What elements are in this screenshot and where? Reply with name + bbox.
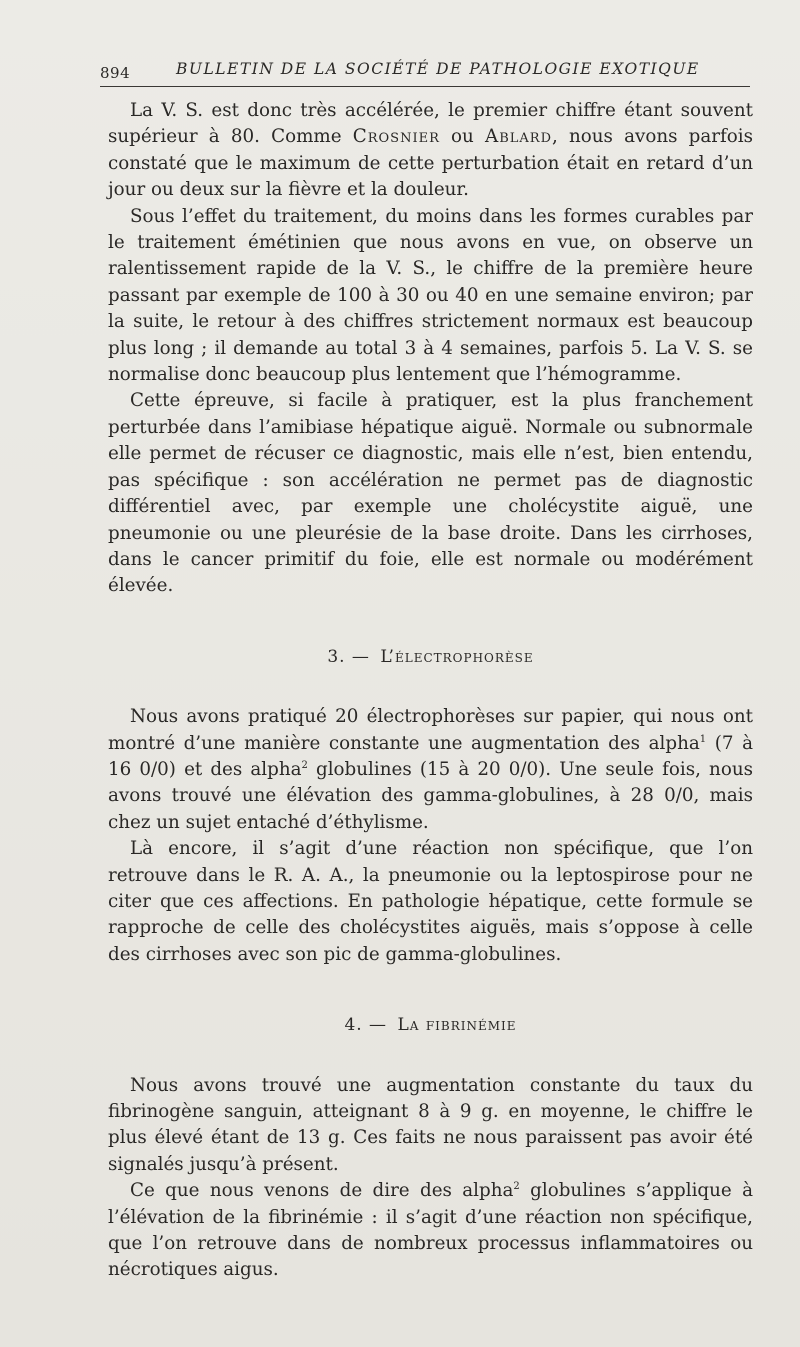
section-title: La fibrinémie: [397, 1015, 517, 1036]
text-run: , nous avons parfois constaté que le maximum de cette perturbation était en retard d’un jour ou deux sur la fièvre et la douleur.: [108, 126, 753, 201]
running-head: BULLETIN DE LA SOCIÉTÉ DE PATHOLOGIE EXOTIQUE: [176, 60, 700, 78]
author-crosnier: Crosnier: [352, 126, 440, 148]
text-run: Ce que nous venons de dire des alpha: [130, 1180, 514, 1202]
section-number: 4. —: [344, 1015, 388, 1036]
superscript: 2: [513, 1181, 520, 1193]
text-run: (7 à 16 0/0) et des alpha: [108, 732, 753, 780]
text-run: globulines (15 à 20 0/0). Une seule fois, nous avons trouvé une élévation des gamma-globulines, à 28 0/0, mais chez un sujet entaché d’éthylisme.: [108, 758, 753, 833]
paragraph-electrophorese-1: [108, 704, 753, 836]
section-title: L’électrophorèse: [380, 646, 534, 667]
section-number: 3. —: [327, 646, 370, 667]
text-run: ou: [439, 126, 485, 148]
section-heading-fibrinemie: [108, 1012, 753, 1038]
author-ablard: Ablard: [485, 126, 552, 148]
superscript: 1: [699, 733, 707, 745]
paragraph-vs-2: Sous l’effet du traitement, du moins dans les formes curables par le traitement émétinien que nous avons en vue, on observe un ralentissement rapide de la V. S., le chiffre de la première heure passant par exemple de 100 à 30 ou 40 en une semaine environ; par la suite, le retour à des chiffres strictement normaux est beaucoup plus long ; il demande au total 3 à 4 semaines, parfois 5. La V. S. se normalise donc beaucoup plus lentement que l’hémogramme.: [108, 205, 753, 386]
article-body: [108, 98, 753, 1284]
paragraph-vs-1: [108, 98, 753, 204]
page-header: [100, 52, 750, 87]
paragraph-fibrinemie-2: [108, 1178, 753, 1284]
text-run: Nous avons pratiqué 20 électrophorèses sur papier, qui nous ont montré d’une manière constante une augmentation des alpha: [108, 706, 753, 754]
text-run: La V. S. est donc très accélérée, le premier chiffre étant souvent supérieur à 80. Comme: [108, 100, 753, 148]
paragraph-electrophorese-2: Là encore, il s’agit d’une réaction non spécifique, que l’on retrouve dans le R. A. A., la pneumonie ou la leptospirose pour ne citer que ces affections. En pathologie hépatique, cette formule se rapproche de celle des cholécystites aiguës, mais s’oppose à celle des cirrhoses avec son pic de gamma-globulines.: [108, 838, 753, 965]
section-heading-electrophorese: [108, 644, 753, 670]
page-number: 894: [100, 64, 131, 82]
paragraph-fibrinemie-1: Nous avons trouvé une augmentation constante du taux du fibrinogène sanguin, atteignant 8 à 9 g. en moyenne, le chiffre le plus élevé étant de 13 g. Ces faits ne nous paraissent pas avoir été signalés jusqu’à présent.: [108, 1074, 753, 1175]
paragraph-vs-3: Cette épreuve, si facile à pratiquer, est la plus franchement perturbée dans l’amibiase hépatique aiguë. Normale ou subnormale elle permet de récuser ce diagnostic, mais elle n’est, bien entendu, pas spécifique : son accélération ne permet pas de diagnostic différentiel avec, par exemple une cholécystite aiguë, une pneumonie ou une pleurésie de la base droite. Dans les cirrhoses, dans le cancer primitif du foie, elle est normale ou modérément élevée.: [108, 390, 753, 597]
text-run: globulines s’applique à l’élévation de la fibrinémie : il s’agit d’une réaction non spécifique, que l’on retrouve dans de nombreux processus inflammatoires ou nécrotiques aigus.: [108, 1180, 753, 1281]
superscript: 2: [301, 759, 308, 771]
